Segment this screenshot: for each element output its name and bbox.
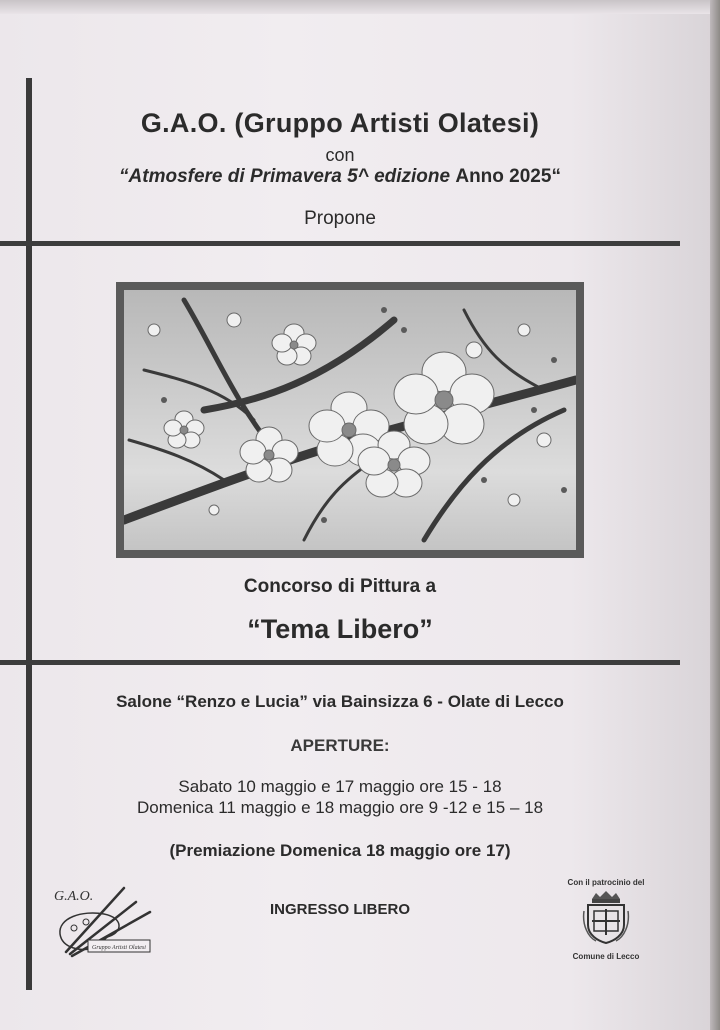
free-entry-text: INGRESSO LIBERO — [269, 901, 411, 918]
venue-text: Salone “Renzo e Lucia” via Bainsizza 6 - Olate di Lecco — [116, 692, 564, 711]
contest-subtitle: Concorso di Pittura a — [243, 576, 437, 597]
event-name-italic: “Atmosfere di Primavera 5^ edizione — [119, 166, 451, 187]
opening-hours-saturday: Sabato 10 maggio e 17 maggio ore 15 - 18 — [178, 777, 502, 796]
lecco-crest-icon — [582, 891, 630, 945]
event-name — [40, 166, 640, 188]
photo-frame — [116, 282, 584, 558]
blossom-illustration — [124, 290, 576, 550]
gao-logo — [52, 882, 156, 962]
contest-theme: “Tema Libero” — [247, 614, 433, 644]
logo-subtext: Gruppo Artisti Olatesi — [92, 945, 146, 951]
logo-text: G.A.O. — [54, 889, 94, 904]
propone-text: Propone — [304, 208, 376, 229]
con-text: con — [325, 145, 355, 165]
palette-brushes-icon — [52, 882, 156, 962]
poster-title: G.A.O. (Gruppo Artisti Olatesi) — [140, 108, 540, 138]
flowering-branch-photo — [124, 290, 576, 550]
event-year: Anno 2025“ — [455, 166, 561, 187]
patronage-caption: Con il patrocinio del — [567, 878, 645, 887]
paper-top-shadow — [0, 0, 720, 14]
vertical-rule — [26, 78, 32, 990]
award-ceremony-text: (Premiazione Domenica 18 maggio ore 17) — [169, 841, 511, 860]
patronage-block — [556, 878, 656, 962]
horizontal-rule-top — [0, 241, 680, 246]
horizontal-rule-bottom — [0, 660, 680, 665]
comune-name: Comune di Lecco — [572, 952, 640, 961]
opening-hours-sunday: Domenica 11 maggio e 18 maggio ore 9 -12 e 15 – 18 — [136, 798, 544, 817]
openings-heading: APERTURE: — [290, 736, 390, 755]
paper-right-edge — [710, 0, 720, 1030]
